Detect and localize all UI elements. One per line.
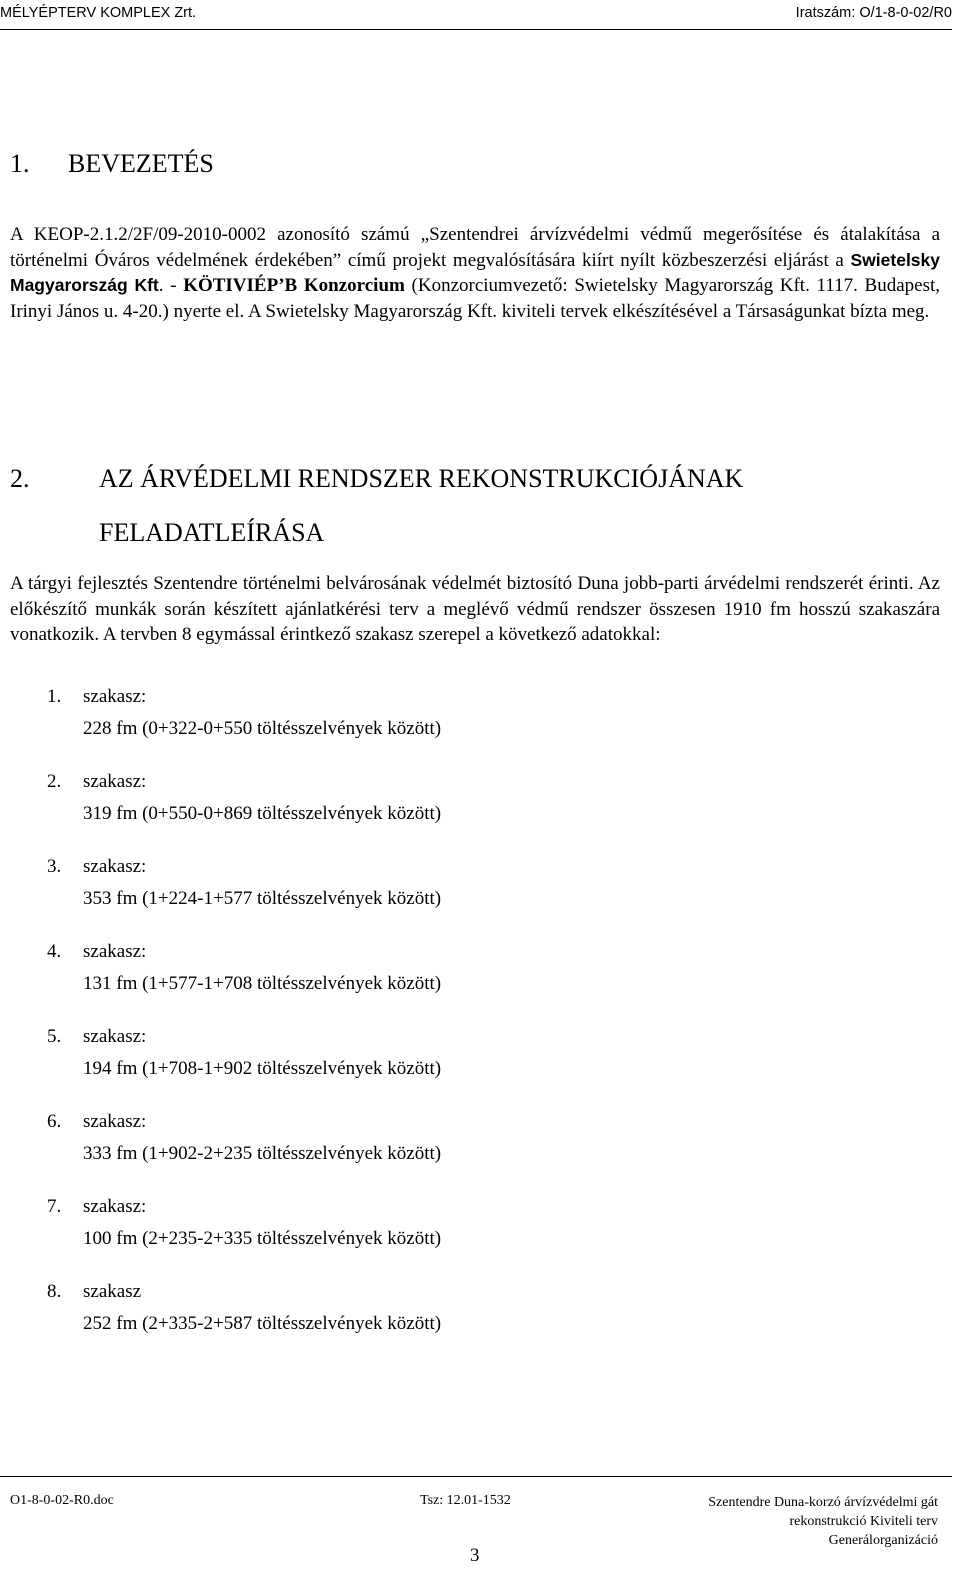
section-2-title-line2: FELADATLEÍRÁSA — [99, 518, 325, 547]
section-2-heading — [10, 452, 743, 560]
list-item-label: szakasz: — [83, 771, 147, 792]
list-item-label: szakasz: — [83, 686, 147, 707]
section-2-text-b: Az előkészítő munkák során készített ajánlatkérési terv a meglévő védmű rendszer összesen 1910 fm hosszú szakaszára vonatkozik. A tervben 8 egymással érintkező szakasz szerepel a következő adatokkal: — [10, 573, 940, 645]
section-1-heading — [10, 149, 214, 179]
section-2-title-line1: AZ ÁRVÉDELMI RENDSZER REKONSTRUKCIÓJÁNAK — [99, 464, 744, 493]
list-item-range: 333 fm (1+902-2+235 töltésszelvények között) — [83, 1143, 442, 1164]
page-footer — [0, 1476, 952, 1566]
list-item-range: 131 fm (1+577-1+708 töltésszelvények között) — [83, 973, 442, 994]
list-item-range: 319 fm (0+550-0+869 töltésszelvények között) — [83, 803, 442, 824]
footer-project — [708, 1493, 938, 1550]
section-1-number: 1. — [10, 149, 30, 178]
footer-doc-file: O1-8-0-02-R0.doc — [10, 1493, 114, 1508]
section-2-paragraph — [10, 571, 940, 648]
section-1-title: BEVEZETÉS — [68, 149, 214, 178]
section-2-number: 2. — [10, 464, 30, 493]
list-item-label: szakasz: — [83, 941, 147, 962]
footer-project-line1: Szentendre Duna-korzó árvízvédelmi gát — [708, 1495, 938, 1510]
list-item-number: 7. — [47, 1196, 62, 1217]
intro-text-b: . - — [158, 275, 184, 296]
intro-bold-company: Swietelsky Magyarország Kft — [10, 249, 940, 295]
list-item-number: 6. — [47, 1111, 62, 1132]
intro-text-c: (Konzorciumvezető: Swietelsky Magyarország Kft. 1117. Budapest, Irinyi János u. 4-20.) nyerte el. A Swietelsky Magyarország Kft. kiviteli tervek elkészítésével a Társaságunkat bízta meg. — [10, 275, 940, 322]
list-item-number: 1. — [47, 686, 62, 707]
list-item-label: szakasz — [83, 1281, 142, 1302]
intro-text-a: A KEOP-2.1.2/2F/09-2010-0002 azonosító számú „Szentendrei árvízvédelmi védmű megerősítése és átalakítása a történelmi Óváros védelmének érdekében” című projekt megvalósítására kiírt nyílt közbeszerzési eljárást a — [10, 224, 940, 271]
list-item-label: szakasz: — [83, 1026, 147, 1047]
list-item-number: 4. — [47, 941, 62, 962]
list-item-number: 2. — [47, 771, 62, 792]
section-1-paragraph — [10, 222, 940, 324]
list-item-range: 100 fm (2+235-2+335 töltésszelvények között) — [83, 1228, 442, 1249]
page-number: 3 — [470, 1545, 480, 1566]
footer-tsz: Tsz: 12.01-1532 — [420, 1493, 511, 1508]
list-item-label: szakasz: — [83, 1196, 147, 1217]
header-company: MÉLYÉPTERV KOMPLEX Zrt. — [0, 5, 197, 21]
page-header — [0, 0, 952, 30]
list-item-label: szakasz: — [83, 1111, 147, 1132]
footer-project-line3: Generálorganizáció — [828, 1533, 938, 1548]
list-item-range: 228 fm (0+322-0+550 töltésszelvények között) — [83, 718, 442, 739]
list-item-number: 5. — [47, 1026, 62, 1047]
header-doc-number: Iratszám: O/1-8-0-02/R0 — [795, 5, 952, 21]
list-item-number: 8. — [47, 1281, 62, 1302]
list-item-label: szakasz: — [83, 856, 147, 877]
intro-bold-consortium: KÖTIVIÉP’B Konzorcium — [183, 275, 405, 296]
list-item-number: 3. — [47, 856, 62, 877]
list-item-range: 194 fm (1+708-1+902 töltésszelvények között) — [83, 1058, 442, 1079]
list-item-range: 353 fm (1+224-1+577 töltésszelvények között) — [83, 888, 442, 909]
section-2-text-a: A tárgyi fejlesztés Szentendre történelmi belvárosának védelmét biztosító Duna jobb-parti árvédelmi rendszerét érinti. — [10, 573, 914, 594]
footer-project-line2: rekonstrukció Kiviteli terv — [789, 1514, 938, 1529]
list-item-range: 252 fm (2+335-2+587 töltésszelvények között) — [83, 1313, 442, 1334]
